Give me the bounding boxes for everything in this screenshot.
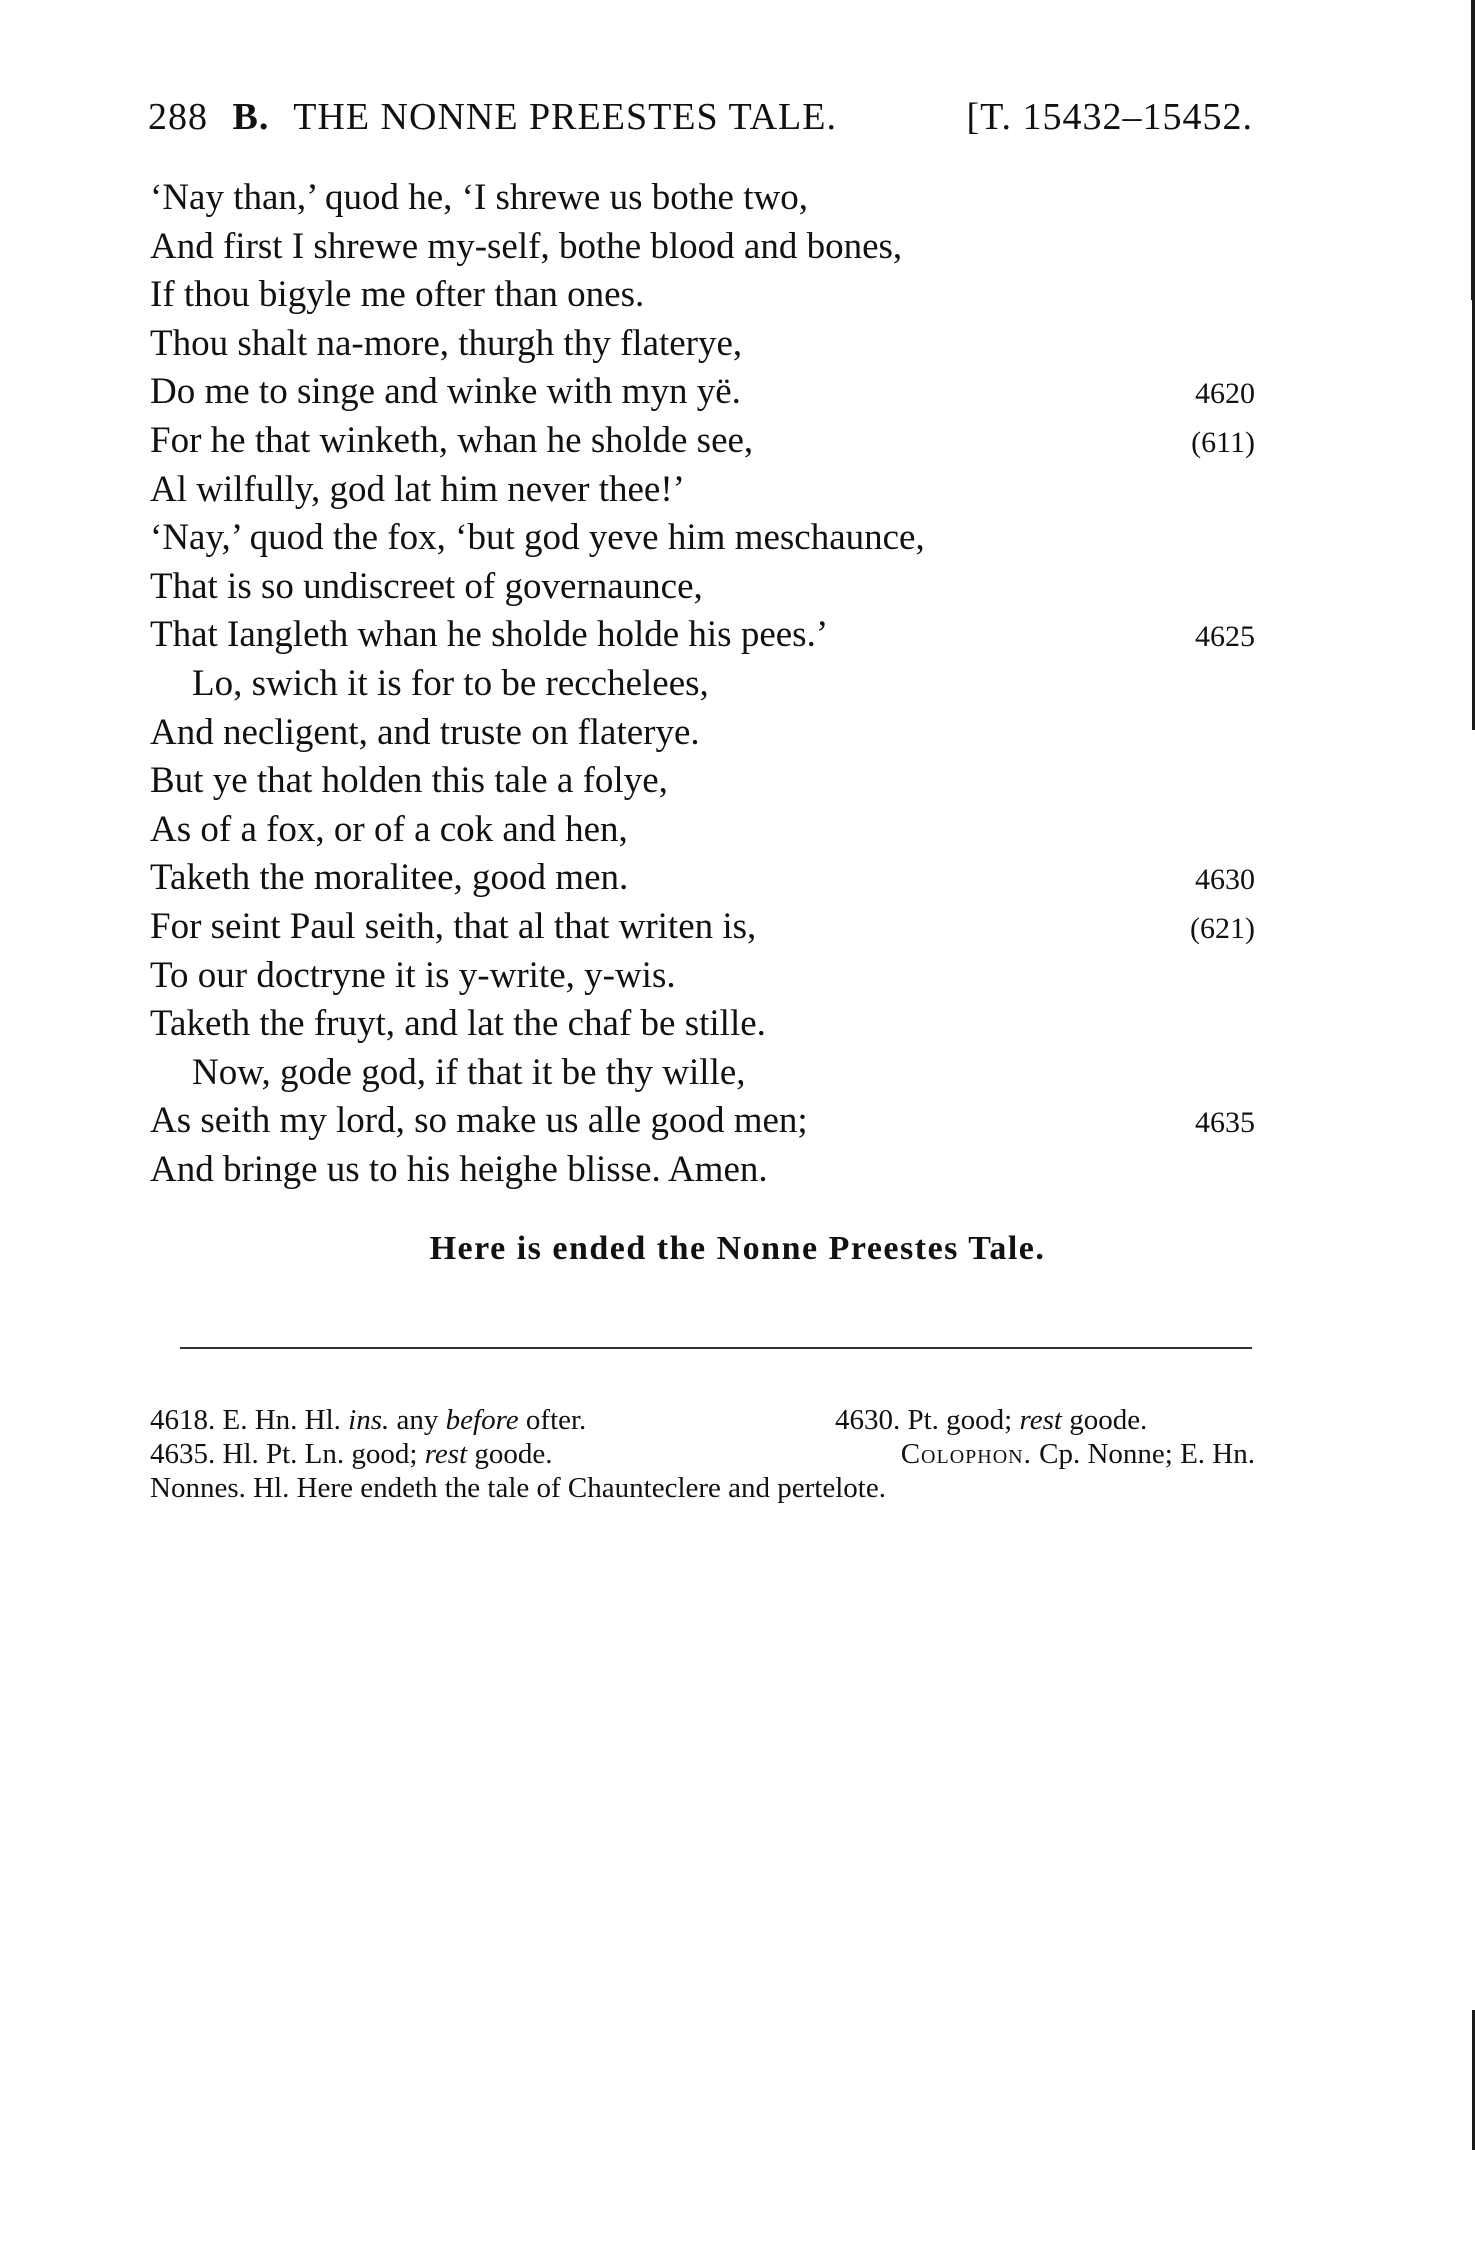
- verse-text: And bringe us to his heighe blisse. Amen.: [150, 1148, 768, 1190]
- verse-line: [150, 466, 1255, 515]
- verse-text: Now, gode god, if that it be thy wille,: [192, 1051, 746, 1093]
- line-number: 4630: [1195, 863, 1255, 897]
- verse-text: If thou bigyle me ofter than ones.: [150, 274, 645, 316]
- note-4635-ref: 4635. Hl. Pt. Ln. good;: [150, 1438, 418, 1470]
- verse-text: ‘Nay,’ quod the fox, ‘but god yeve him meschaunce,: [150, 517, 925, 559]
- note-colophon: [901, 1437, 1255, 1471]
- verse-line: [150, 1049, 1255, 1098]
- part-label: B.: [232, 96, 270, 138]
- verse-text: That is so undiscreet of governaunce,: [150, 565, 703, 607]
- line-reference: [T. 15432–15452.: [966, 96, 1253, 138]
- verse-text: Taketh the fruyt, and lat the chaf be stille.: [150, 1003, 766, 1045]
- verse-line: [150, 611, 1255, 660]
- verse-text: To our doctryne it is y-write, y-wis.: [150, 954, 676, 996]
- verse-text: Do me to singe and winke with myn yë.: [150, 371, 741, 413]
- verse-line: [150, 174, 1255, 223]
- verse-line: [150, 271, 1255, 320]
- note-4618-before: before: [445, 1404, 519, 1436]
- verse-text: As seith my lord, so make us alle good men;: [150, 1100, 808, 1142]
- verse-text: For he that winketh, whan he sholde see,: [150, 419, 754, 461]
- verse-line: [150, 368, 1255, 417]
- note-4618-ref: 4618. E. Hn. Hl.: [150, 1404, 341, 1436]
- verse-line: [150, 1097, 1255, 1146]
- verse-text: For seint Paul seith, that al that writen is,: [150, 905, 757, 947]
- verse-text: As of a fox, or of a cok and hen,: [150, 808, 628, 850]
- footnote-divider: [180, 1347, 1252, 1349]
- verse-text: Thou shalt na-more, thurgh thy flaterye,: [150, 322, 743, 364]
- verse-text: Lo, swich it is for to be recchelees,: [192, 662, 709, 704]
- note-4630-rest: rest: [1019, 1404, 1062, 1436]
- verse-line: [150, 223, 1255, 272]
- line-number: (621): [1190, 911, 1255, 945]
- verse-text: Al wilfully, god lat him never thee!’: [150, 468, 685, 510]
- page-number: 288: [148, 96, 208, 138]
- verse-line: [150, 417, 1255, 466]
- footnotes: [150, 1403, 1255, 1505]
- verse-line: [150, 514, 1255, 563]
- running-header: [148, 95, 1253, 155]
- verse-line: [150, 903, 1255, 952]
- verse-line: [150, 1146, 1255, 1195]
- verse-text: But ye that holden this tale a folye,: [150, 760, 668, 802]
- note-4618-ofter: ofter.: [525, 1404, 587, 1436]
- colophon-label: Colophon.: [900, 1438, 1032, 1470]
- verse-text: And necligent, and truste on flaterye.: [150, 711, 700, 753]
- note-4635-goode: goode.: [474, 1438, 553, 1470]
- colophon-text: Cp. Nonne; E. Hn.: [1039, 1438, 1255, 1470]
- page-edge-shadow-top: [1471, 0, 1475, 300]
- verse-text: And first I shrewe my-self, bothe blood and bones,: [150, 225, 903, 267]
- note-4618-any: any: [396, 1404, 439, 1436]
- verse-line: [150, 660, 1255, 709]
- line-number: 4620: [1195, 377, 1255, 411]
- note-4635-rest: rest: [424, 1438, 468, 1470]
- note-4618-ins: ins.: [348, 1404, 390, 1436]
- verse-line: [150, 320, 1255, 369]
- footnote-line-1: [150, 1403, 1255, 1437]
- poem-text: [150, 174, 1255, 1194]
- verse-text: Taketh the moralitee, good men.: [150, 857, 629, 899]
- note-colophon-continued: Nonnes. Hl. Here endeth the tale of Chaunteclere and pertelote.: [150, 1472, 886, 1504]
- verse-text: ‘Nay than,’ quod he, ‘I shrewe us bothe two,: [150, 177, 808, 218]
- verse-line: [150, 709, 1255, 758]
- footnote-line-3: [150, 1471, 1255, 1505]
- verse-line: [150, 757, 1255, 806]
- note-4630-goode: goode.: [1069, 1404, 1148, 1436]
- note-4630: [835, 1403, 1147, 1437]
- footnote-line-2: [150, 1437, 1255, 1471]
- line-number: (611): [1191, 425, 1255, 459]
- tale-title: THE NONNE PREESTES TALE.: [293, 96, 837, 138]
- line-number: 4625: [1195, 620, 1255, 654]
- line-number: 4635: [1195, 1106, 1255, 1140]
- verse-line: [150, 952, 1255, 1001]
- verse-text: That Iangleth whan he sholde holde his pees.’: [150, 614, 829, 656]
- explicit-heading: Here is ended the Nonne Preestes Tale.: [429, 1230, 1046, 1267]
- verse-line: [150, 563, 1255, 612]
- verse-line: [150, 1000, 1255, 1049]
- verse-line: [150, 854, 1255, 903]
- verse-line: [150, 806, 1255, 855]
- note-4630-ref: 4630. Pt. good;: [835, 1404, 1013, 1436]
